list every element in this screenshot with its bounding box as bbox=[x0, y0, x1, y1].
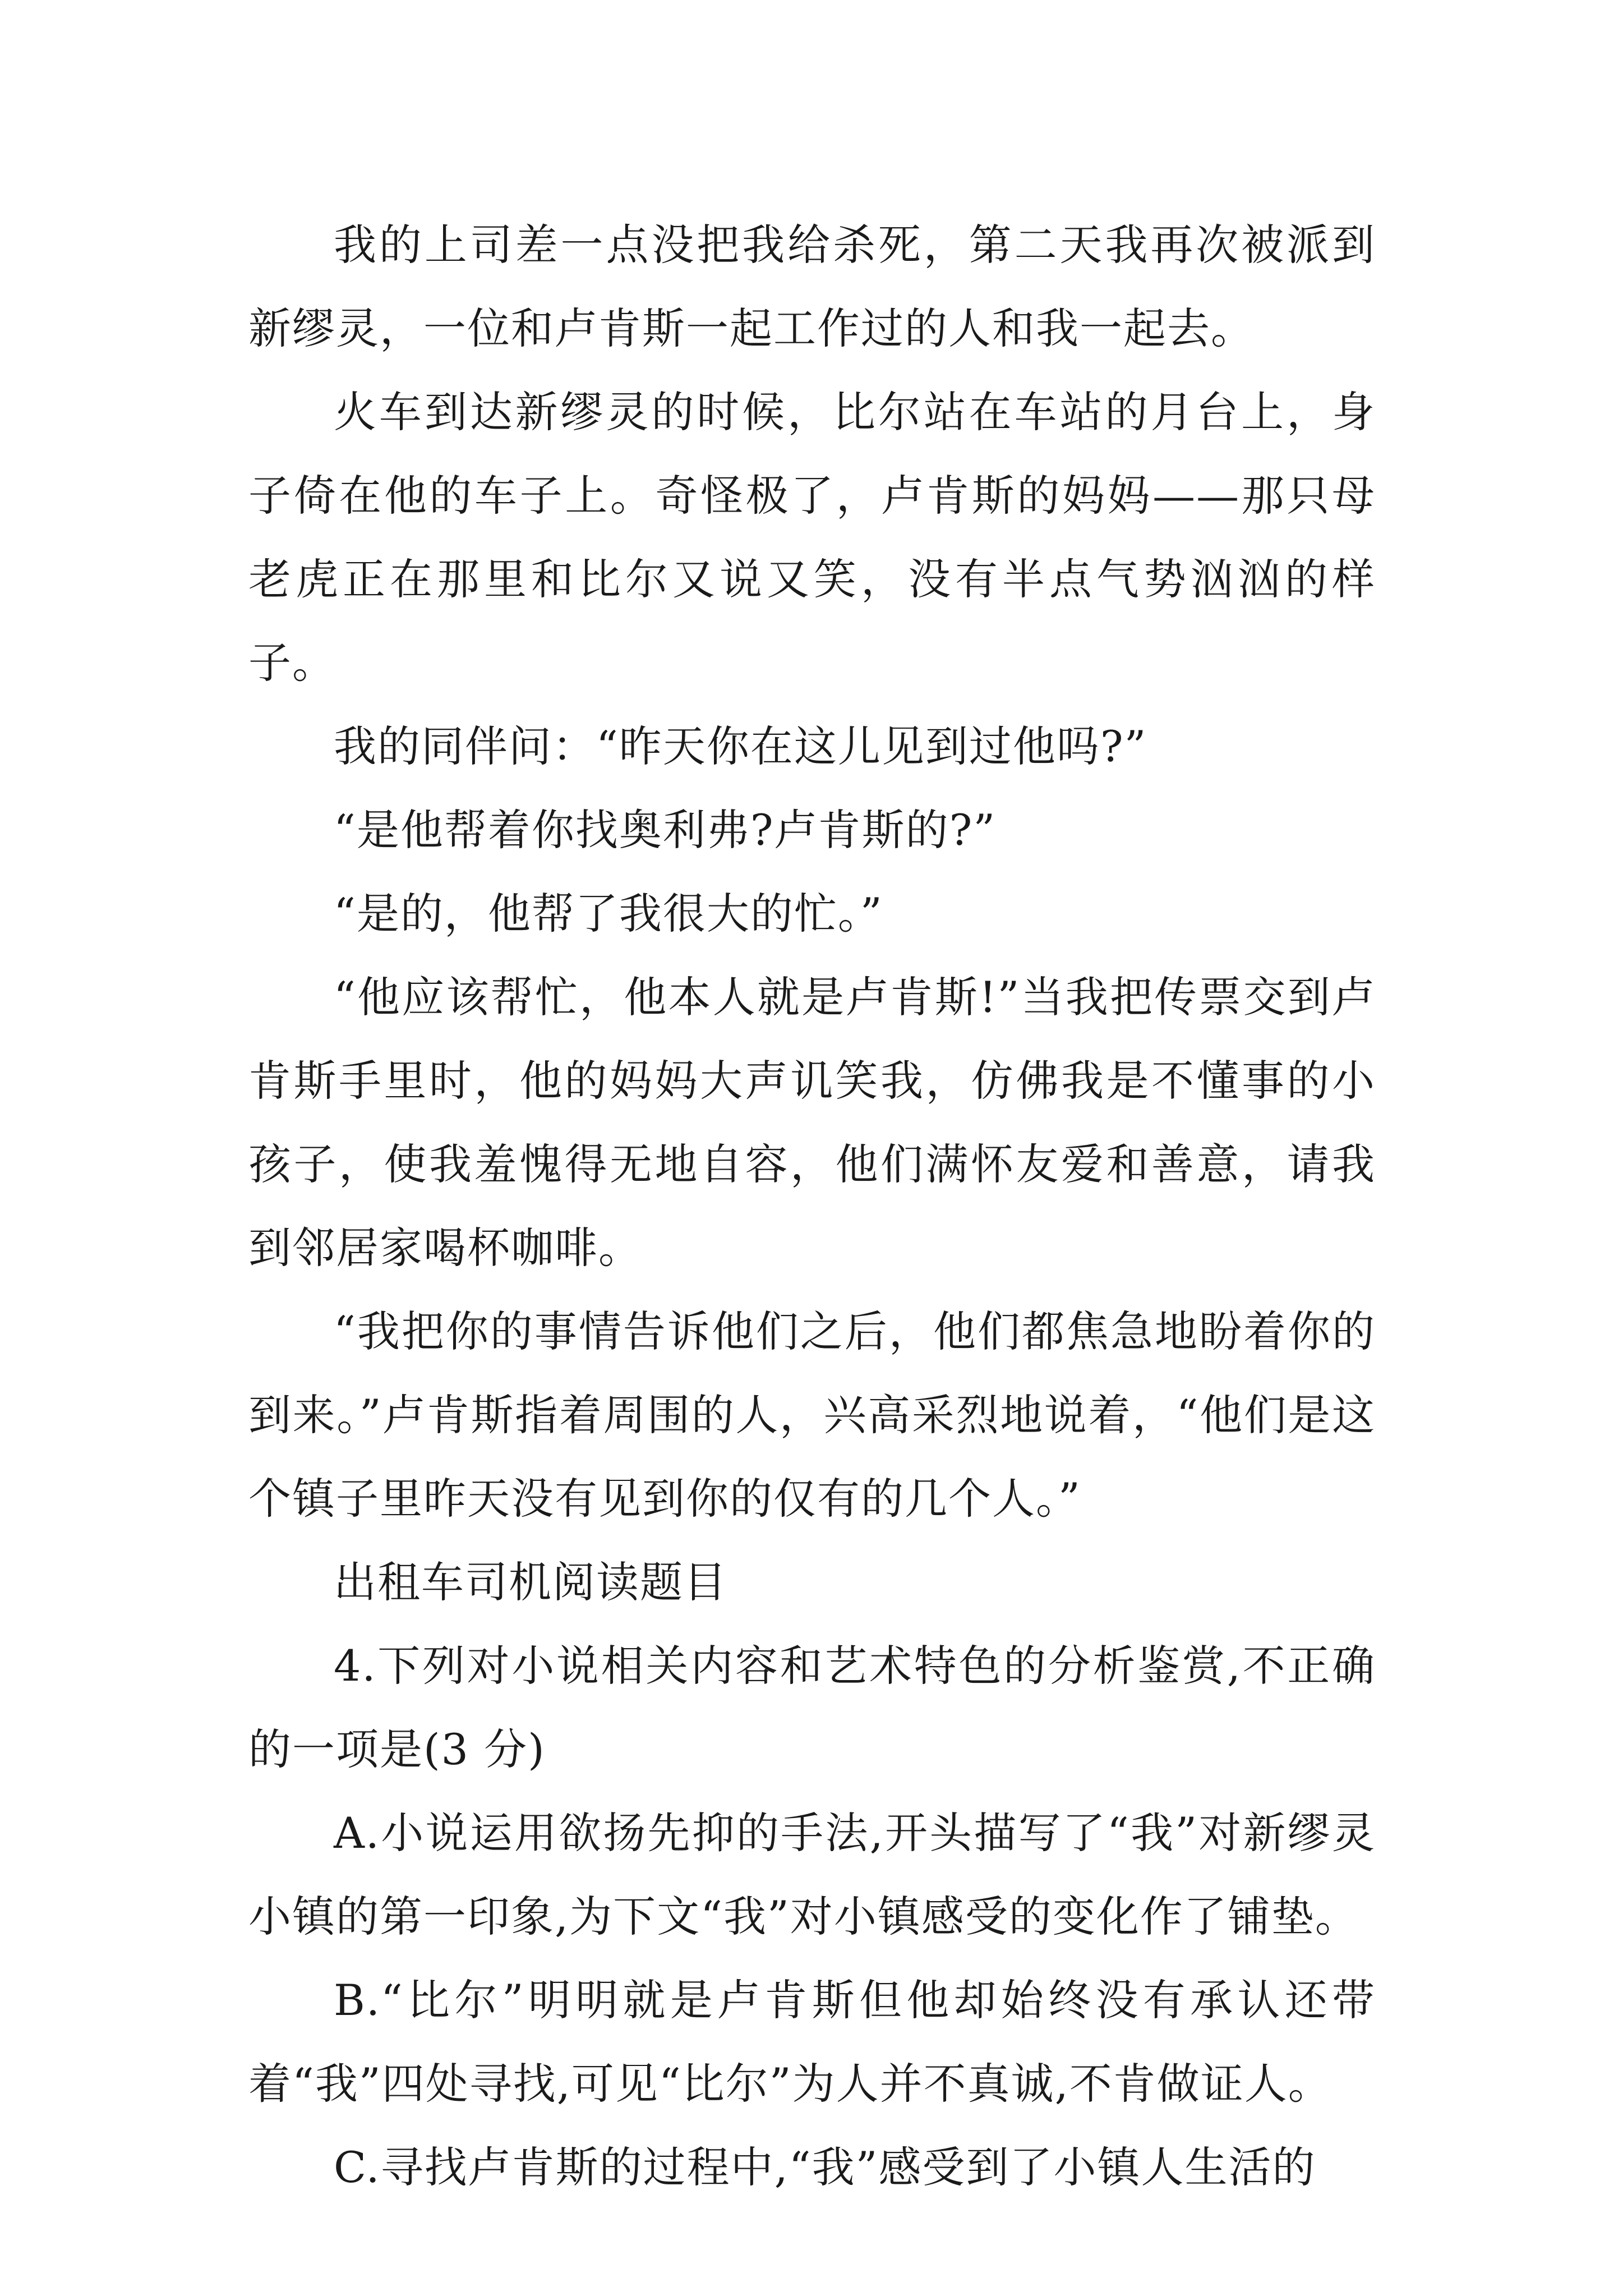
paragraph-1: 我的上司差一点没把我给杀死，第二天我再次被派到新缪灵，一位和卢肯斯一起工作过的人和我一起去。 bbox=[248, 220, 1376, 353]
option-b: B.“比尔”明明就是卢肯斯但他却始终没有承认还带着“我”四处寻找,可见“比尔”为人并不真诚,不肯做证人。 bbox=[248, 1975, 1376, 2109]
question-4-stem: 4.下列对小说相关内容和艺术特色的分析鉴赏,不正确的一项是(3 分) bbox=[248, 1641, 1376, 1774]
paragraph-2: 火车到达新缪灵的时候，比尔站在车站的月台上，身子倚在他的车子上。奇怪极了，卢肯斯的妈妈——那只母老虎正在那里和比尔又说又笑，没有半点气势汹汹的样子。 bbox=[248, 387, 1376, 688]
paragraph-4: “是他帮着你找奥利弗?卢肯斯的?” bbox=[334, 805, 997, 855]
paragraph-5: “是的，他帮了我很大的忙。” bbox=[334, 889, 883, 938]
option-c: C.寻找卢肯斯的过程中,“我”感受到了小镇人生活的 bbox=[334, 2142, 1316, 2192]
paragraph-6: “他应该帮忙，他本人就是卢肯斯!”当我把传票交到卢肯斯手里时，他的妈妈大声讥笑我，仿佛我是不懂事的小孩子，使我羞愧得无地自容，他们满怀友爱和善意，请我到邻居家喝杯咖啡。 bbox=[248, 972, 1376, 1273]
article-body bbox=[248, 203, 1376, 2209]
paragraph-7: “我把你的事情告诉他们之后，他们都焦急地盼着你的到来。”卢肯斯指着周围的人，兴高采烈地说着，“他们是这个镇子里昨天没有见到你的仅有的几个人。” bbox=[248, 1306, 1376, 1524]
section-heading: 出租车司机阅读题目 bbox=[334, 1557, 727, 1607]
option-a: A.小说运用欲扬先抑的手法,开头描写了“我”对新缪灵小镇的第一印象,为下文“我”对小镇感受的变化作了铺垫。 bbox=[248, 1808, 1376, 1941]
paragraph-3: 我的同伴问：“昨天你在这儿见到过他吗?” bbox=[334, 721, 1147, 771]
